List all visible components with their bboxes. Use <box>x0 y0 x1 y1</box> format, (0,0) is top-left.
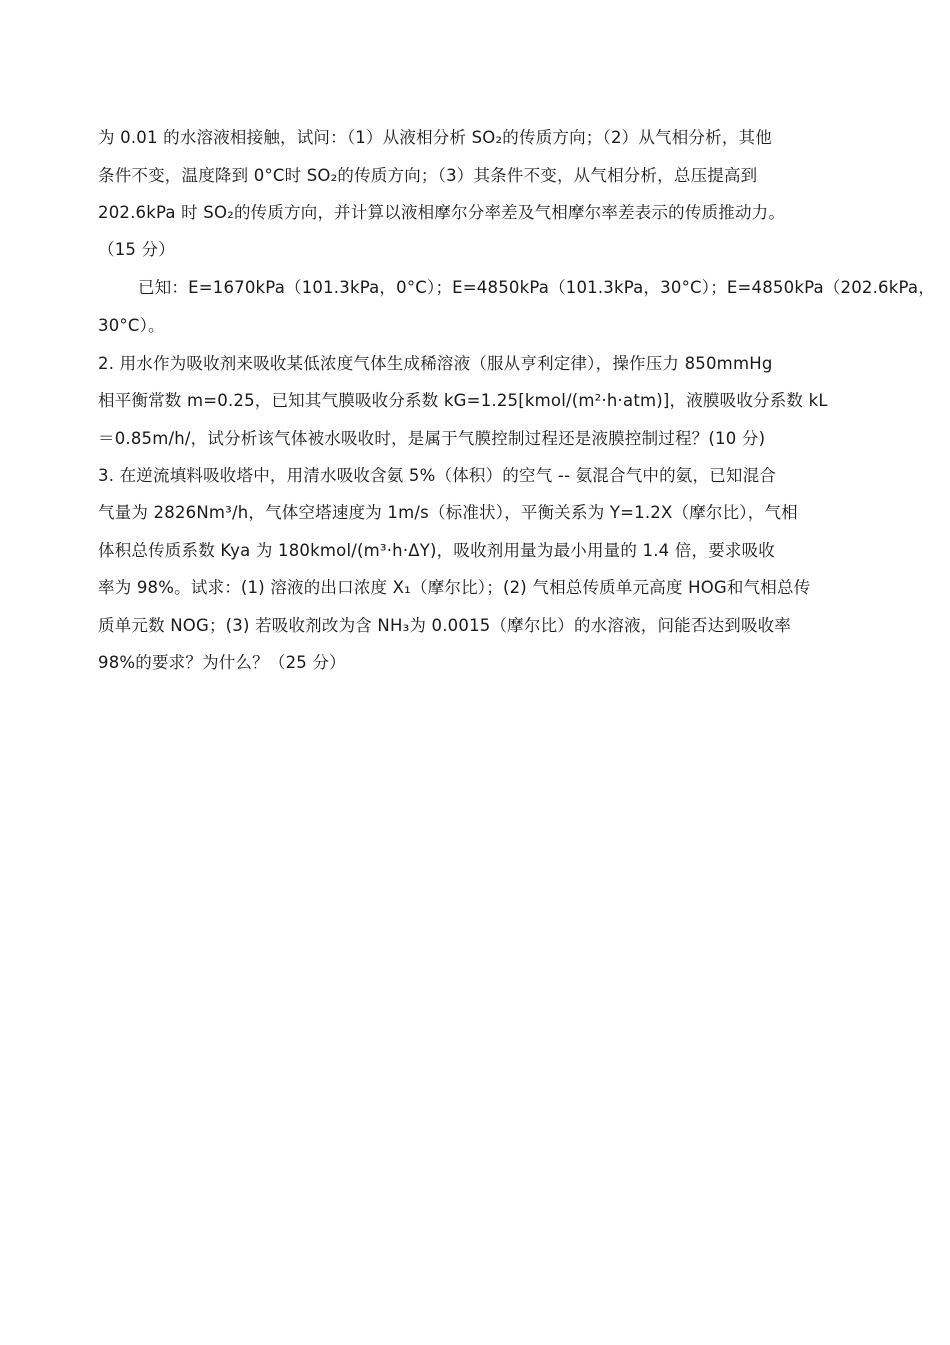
text-line-15: 98%的要求？为什么？（25 分） <box>98 653 346 672</box>
text-line-2: 条件不变，温度降到 0°C时 SO₂的传质方向；（3）其条件不变，从气相分析，总压提高到 <box>98 166 758 185</box>
text-line-4: （15 分） <box>98 240 175 259</box>
text-line-5: 已知：E=1670kPa（101.3kPa，0°C）；E=4850kPa（101.3kPa，30°C）；E=4850kPa（202.6kPa， <box>138 278 935 297</box>
text-line-14: 质单元数 NOG；(3) 若吸收剂改为含 NH₃为 0.0015（摩尔比）的水溶液，问能否达到吸收率 <box>98 616 792 635</box>
text-line-11: 气量为 2826Nm³/h，气体空塔速度为 1m/s（标准状），平衡关系为 Y=1.2X（摩尔比），气相 <box>98 503 798 522</box>
text-line-13: 率为 98%。试求：(1) 溶液的出口浓度 X₁（摩尔比）；(2) 气相总传质单元高度 HOG和气相总传 <box>98 578 811 597</box>
text-line-6: 30°C）。 <box>98 316 165 335</box>
text-line-10: 3. 在逆流填料吸收塔中，用清水吸收含氨 5%（体积）的空气 -- 氨混合气中的氨，已知混合 <box>98 466 777 485</box>
text-line-8: 相平衡常数 m=0.25，已知其气膜吸收分系数 kG=1.25[kmol/(m²·h·atm)]，液膜吸收分系数 kL <box>98 391 828 410</box>
text-line-1: 为 0.01 的水溶液相接触，试问：（1）从液相分析 SO₂的传质方向；（2）从气相分析，其他 <box>98 128 772 147</box>
text-line-7: 2. 用水作为吸收剂来吸收某低浓度气体生成稀溶液（服从亨利定律），操作压力 850mmHg <box>98 354 773 373</box>
text-line-9: ＝0.85m/h/，试分析该气体被水吸收时，是属于气膜控制过程还是液膜控制过程？(10 分) <box>98 429 766 448</box>
text-line-12: 体积总传质系数 Kya 为 180kmol/(m³·h·ΔY)，吸收剂用量为最小用量的 1.4 倍，要求吸收 <box>98 541 775 560</box>
text-line-3: 202.6kPa 时 SO₂的传质方向，并计算以液相摩尔分率差及气相摩尔率差表示的传质推动力。 <box>98 203 786 222</box>
